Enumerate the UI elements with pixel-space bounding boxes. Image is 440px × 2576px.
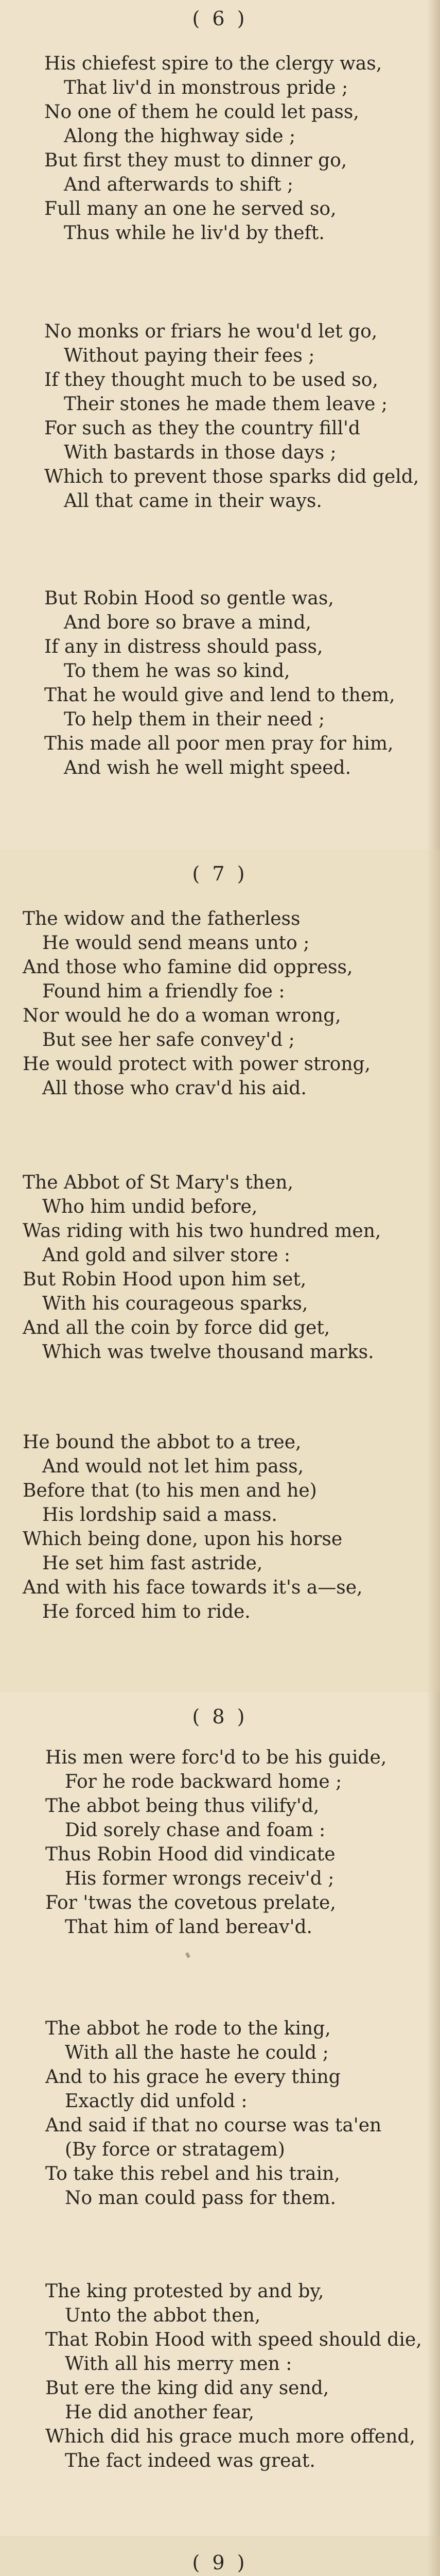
verse-line: All those who crav'd his aid. [42, 1078, 307, 1099]
stanza-9 [45, 2279, 422, 2473]
verse-line: But Robin Hood upon him set, [23, 1269, 307, 1290]
verse-line: And to his grace he every thing [45, 2066, 341, 2088]
verse-line: For 'twas the covetous prelate, [45, 1892, 336, 1913]
verse-line: Full many an one he served so, [44, 198, 337, 219]
page-number: ( 8 ) [192, 1705, 248, 1728]
verse-line: And wish he well might speed. [64, 757, 351, 778]
verse-line: But Robin Hood so gentle was, [44, 588, 334, 609]
verse-line: Which did his grace much more offend, [45, 2426, 415, 2447]
verse-line: He did another fear, [65, 2402, 254, 2423]
stanza-6 [23, 1430, 362, 1624]
verse-line: With all his merry men : [65, 2353, 292, 2375]
verse-line: But see her safe convey'd ; [42, 1029, 295, 1050]
verse-line: With bastards in those days ; [64, 442, 337, 463]
stanza-7 [45, 1745, 386, 1939]
verse-line: But first they must to dinner go, [44, 150, 347, 171]
verse-line: The abbot he rode to the king, [45, 2018, 331, 2039]
verse-line: If any in distress should pass, [44, 636, 323, 657]
verse-line: No man could pass for them. [65, 2188, 336, 2209]
page-6 [0, 0, 440, 849]
verse-line: To help them in their need ; [64, 709, 325, 730]
verse-line: With all the haste he could ; [65, 2042, 329, 2063]
verse-line: And all the coin by force did get, [23, 1317, 330, 1338]
verse-line: Along the highway side ; [64, 126, 296, 147]
verse-line: Was riding with his two hundred men, [23, 1221, 381, 1242]
verse-line: Before that (to his men and he) [23, 1480, 317, 1501]
verse-line: To them he was so kind, [64, 660, 290, 682]
verse-line: Their stones he made them leave ; [64, 394, 388, 415]
verse-line: He would protect with power strong, [23, 1054, 371, 1075]
stanza-8 [45, 2016, 381, 2210]
verse-line: Did sorely chase and foam : [65, 1820, 326, 1841]
verse-line: Thus Robin Hood did vindicate [45, 1844, 336, 1865]
stanza-2 [44, 319, 419, 513]
verse-line: And would not let him pass, [42, 1456, 304, 1477]
verse-line: No one of them he could let pass, [44, 101, 359, 123]
verse-line: Thus while he liv'd by theft. [64, 223, 325, 244]
stanza-5 [23, 1171, 381, 1364]
verse-line: His former wrongs receiv'd ; [65, 1868, 335, 1889]
verse-line: Nor would he do a woman wrong, [23, 1005, 341, 1026]
verse-line: Found him a friendly foe : [42, 981, 285, 1002]
verse-line: And those who famine did oppress, [23, 957, 353, 978]
verse-line: And with his face towards it's a—se, [23, 1577, 363, 1598]
verse-line: His men were forc'd to be his guide, [45, 1747, 387, 1768]
verse-line: And bore so brave a mind, [64, 612, 311, 633]
verse-line: For he rode backward home ; [65, 1771, 342, 1792]
verse-line: He set him fast astride, [42, 1553, 263, 1574]
page-number: ( 9 ) [192, 2551, 248, 2574]
verse-line: Exactly did unfold : [65, 2091, 248, 2112]
verse-line: Which was twelve thousand marks. [42, 1342, 374, 1363]
page-7 [0, 849, 440, 1692]
verse-line: If they thought much to be used so, [44, 369, 378, 391]
stanza-3 [44, 586, 395, 780]
verse-line: And said if that no course was ta'en [45, 2115, 382, 2136]
verse-line: Which being done, upon his horse [23, 1529, 343, 1550]
verse-line: The widow and the fatherless [23, 908, 301, 929]
verse-line: Which to prevent those sparks did geld, [44, 466, 419, 487]
verse-line: And afterwards to shift ; [64, 174, 294, 195]
verse-line: That he would give and lend to them, [44, 685, 395, 706]
verse-line: Without paying their fees ; [64, 345, 315, 366]
verse-line: Unto the abbot then, [65, 2305, 261, 2326]
verse-line: Who him undid before, [42, 1196, 258, 1217]
verse-line: His lordship said a mass. [42, 1504, 277, 1526]
stanza-1 [44, 52, 382, 245]
verse-line: To take this rebel and his train, [45, 2163, 340, 2184]
verse-line: His chiefest spire to the clergy was, [44, 53, 382, 74]
verse-line: He bound the abbot to a tree, [23, 1432, 302, 1453]
verse-line: The king protested by and by, [45, 2281, 324, 2302]
verse-line: He forced him to ride. [42, 1601, 251, 1622]
verse-line: The fact indeed was great. [65, 2450, 315, 2471]
page-9 [0, 2536, 440, 2576]
page-number: ( 6 ) [192, 7, 248, 30]
verse-line: The Abbot of St Mary's then, [23, 1172, 293, 1193]
verse-line: And gold and silver store : [42, 1245, 291, 1266]
verse-line: That him of land bereav'd. [65, 1917, 312, 1938]
page-number: ( 7 ) [192, 862, 248, 885]
verse-line: That liv'd in monstrous pride ; [64, 77, 348, 98]
verse-line: (By force or stratagem) [65, 2139, 285, 2160]
page-8 [0, 1692, 440, 2536]
stanza-4 [23, 907, 371, 1100]
verse-line: For such as they the country fill'd [44, 418, 360, 439]
divider-mark [185, 1952, 190, 1958]
verse-line: With his courageous sparks, [42, 1293, 308, 1314]
verse-line: This made all poor men pray for him, [44, 733, 394, 754]
verse-line: That Robin Hood with speed should die, [45, 2329, 422, 2350]
verse-line: No monks or friars he wou'd let go, [44, 321, 378, 342]
verse-line: The abbot being thus vilify'd, [45, 1795, 320, 1817]
verse-line: He would send means unto ; [42, 933, 310, 954]
verse-line: But ere the king did any send, [45, 2378, 329, 2399]
verse-line: All that came in their ways. [64, 490, 322, 512]
